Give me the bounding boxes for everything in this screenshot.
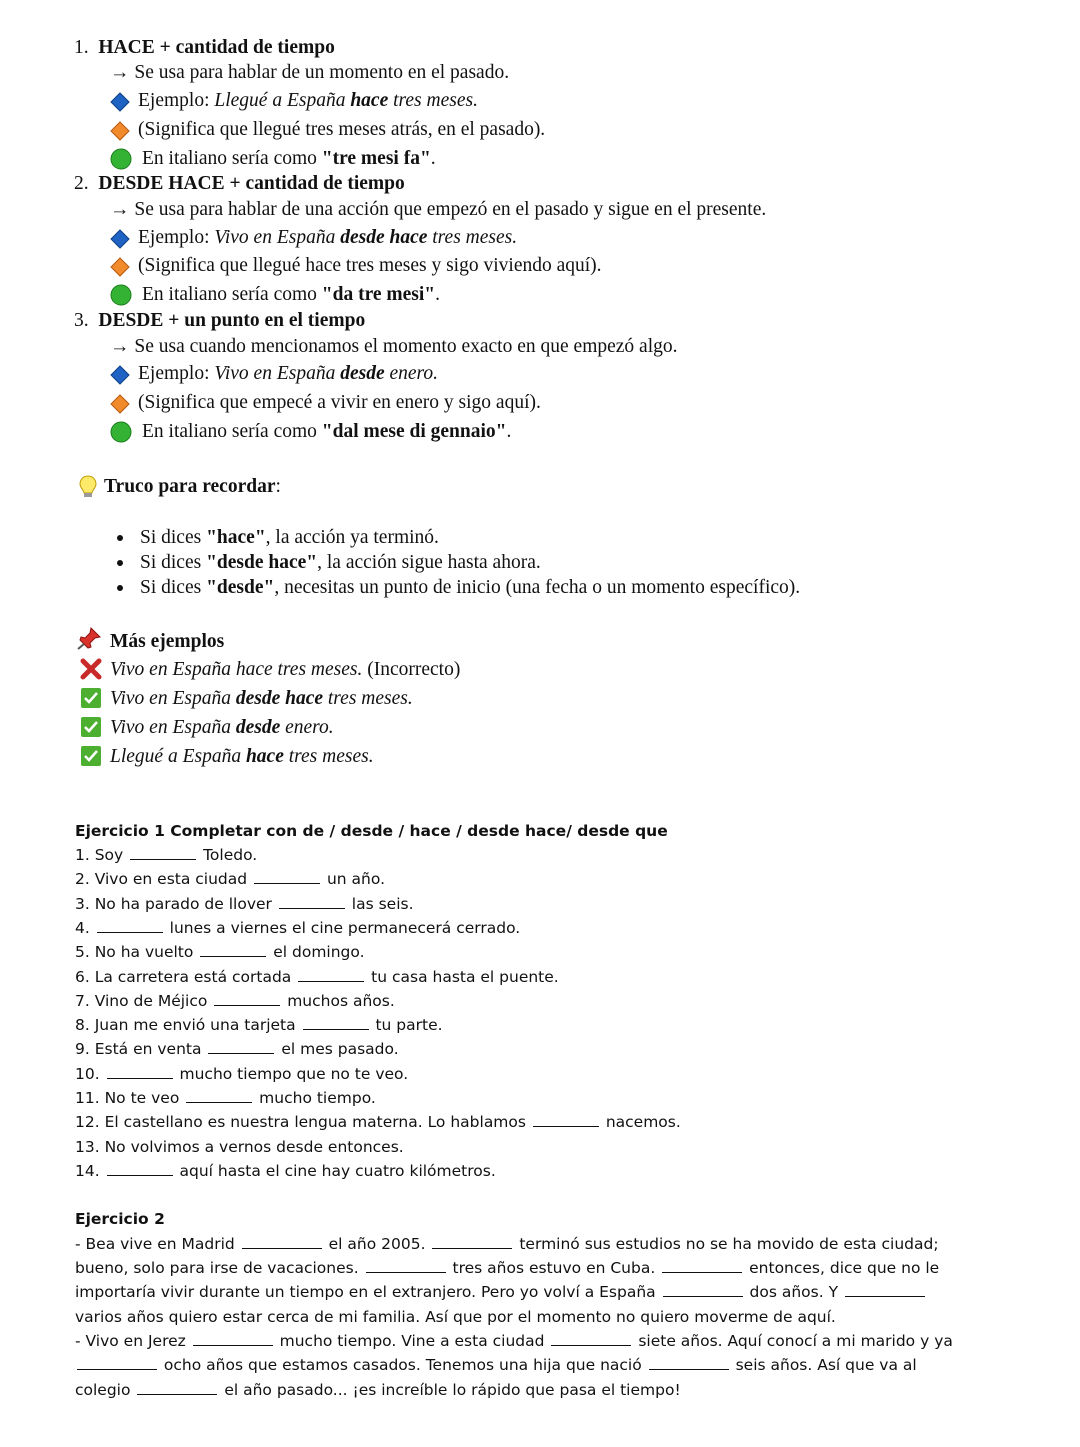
orange-diamond-icon [110, 394, 130, 414]
answer-blank[interactable] [107, 1161, 173, 1176]
trick-item: Si dices "desde", necesitas un punto de inicio (una fecha o un momento específico). [140, 577, 801, 598]
correct-example: Vivo en España desde hace tres meses. [110, 688, 413, 709]
exercise-1-item: 3. No ha parado de llover las seis. [75, 895, 414, 913]
answer-blank[interactable] [254, 869, 320, 884]
trick-item: Si dices "hace", la acción ya terminó. [140, 527, 439, 548]
exercise-1-item: 8. Juan me envió una tarjeta tu parte. [75, 1016, 443, 1034]
blue-diamond-icon [110, 365, 130, 385]
section-2-meaning: (Significa que llegué hace tres meses y sigo viviendo aquí). [138, 255, 602, 276]
section-3-example: Ejemplo: Vivo en España desde enero. [138, 363, 439, 384]
arrow-right-icon: → [110, 199, 130, 220]
answer-blank[interactable] [97, 918, 163, 933]
answer-blank[interactable] [432, 1234, 512, 1249]
arrow-right-icon: → [110, 62, 130, 83]
answer-blank[interactable] [242, 1234, 322, 1249]
exercise-1-item: 1. Soy Toledo. [75, 846, 258, 864]
exercise-1-item: 14. aquí hasta el cine hay cuatro kilómetros. [75, 1162, 496, 1180]
green-circle-icon [110, 148, 132, 170]
answer-blank[interactable] [137, 1380, 217, 1395]
exercise-1-item: 12. El castellano es nuestra lengua materna. Lo hablamos nacemos. [75, 1113, 681, 1131]
answer-blank[interactable] [107, 1064, 173, 1079]
exercise-1-item: 5. No ha vuelto el domingo. [75, 943, 365, 961]
exercise-2-line: - Bea vive en Madrid el año 2005. terminó sus estudios no se ha movido de esta ciudad; [75, 1235, 939, 1253]
answer-blank[interactable] [193, 1331, 273, 1346]
bullet-icon [117, 535, 123, 541]
trick-title: Truco para recordar: [104, 476, 281, 497]
green-circle-icon [110, 421, 132, 443]
section-1-example: Ejemplo: Llegué a España hace tres meses. [138, 90, 478, 111]
answer-blank[interactable] [130, 845, 196, 860]
exercise-1-item: 7. Vino de Méjico muchos años. [75, 992, 395, 1010]
section-1-heading: 1. HACE + cantidad de tiempo [74, 37, 335, 58]
blue-diamond-icon [110, 92, 130, 112]
arrow-right-icon: → [110, 336, 130, 357]
green-circle-icon [110, 284, 132, 306]
exercise-1-item: 10. mucho tiempo que no te veo. [75, 1065, 409, 1083]
check-box-icon [80, 687, 102, 709]
section-3-italian: En italiano sería como "dal mese di gennaio". [142, 421, 512, 442]
answer-blank[interactable] [845, 1282, 925, 1297]
orange-diamond-icon [110, 121, 130, 141]
section-3-heading: 3. DESDE + un punto en el tiempo [74, 310, 366, 331]
blue-diamond-icon [110, 229, 130, 249]
bullet-icon [117, 585, 123, 591]
light-bulb-icon [78, 474, 98, 500]
correct-example: Llegué a España hace tres meses. [110, 746, 374, 767]
exercise-1-item: 6. La carretera está cortada tu casa hasta el puente. [75, 968, 559, 986]
answer-blank[interactable] [186, 1088, 252, 1103]
section-3-usage: → Se usa cuando mencionamos el momento exacto en que empezó algo. [110, 336, 678, 357]
section-1-meaning: (Significa que llegué tres meses atrás, en el pasado). [138, 119, 546, 140]
trick-item: Si dices "desde hace", la acción sigue hasta ahora. [140, 552, 541, 573]
answer-blank[interactable] [208, 1039, 274, 1054]
answer-blank[interactable] [77, 1355, 157, 1370]
exercise-2-line: - Vivo en Jerez mucho tiempo. Vine a esta ciudad siete años. Aquí conocí a mi marido y ya [75, 1332, 953, 1350]
answer-blank[interactable] [200, 942, 266, 957]
section-1-italian: En italiano sería como "tre mesi fa". [142, 148, 436, 169]
answer-blank[interactable] [649, 1355, 729, 1370]
answer-blank[interactable] [298, 967, 364, 982]
bullet-icon [117, 560, 123, 566]
correct-example: Vivo en España desde enero. [110, 717, 334, 738]
exercise-1-item: 4. lunes a viernes el cine permanecerá cerrado. [75, 919, 521, 937]
answer-blank[interactable] [279, 894, 345, 909]
exercise-2-line: colegio el año pasado... ¡es increíble lo rápido que pasa el tiempo! [75, 1381, 681, 1399]
answer-blank[interactable] [303, 1015, 369, 1030]
answer-blank[interactable] [662, 1258, 742, 1273]
exercise-2-line: varios años quiero estar cerca de mi familia. Así que por el momento no quiero moverme de aquí. [75, 1308, 836, 1326]
cross-mark-icon [80, 658, 102, 680]
exercise-1-item: 11. No te veo mucho tiempo. [75, 1089, 376, 1107]
wrong-example: Vivo en España hace tres meses. (Incorrecto) [110, 659, 461, 680]
section-3-meaning: (Significa que empecé a vivir en enero y sigo aquí). [138, 392, 541, 413]
exercise-2-line: ocho años que estamos casados. Tenemos una hija que nació seis años. Así que va al [75, 1353, 917, 1377]
exercise-2-line: importaría vivir durante un tiempo en el extranjero. Pero yo volví a España dos años. Y [75, 1280, 927, 1304]
exercise-1-item: 9. Está en venta el mes pasado. [75, 1040, 399, 1058]
section-2-example: Ejemplo: Vivo en España desde hace tres meses. [138, 227, 518, 248]
exercise-1-item: 2. Vivo en esta ciudad un año. [75, 870, 385, 888]
answer-blank[interactable] [551, 1331, 631, 1346]
check-box-icon [80, 716, 102, 738]
exercise-1-title: Ejercicio 1 Completar con de / desde / hace / desde hace/ desde que [75, 822, 668, 840]
section-1-usage: → Se usa para hablar de un momento en el pasado. [110, 62, 510, 83]
pushpin-icon [76, 626, 102, 650]
answer-blank[interactable] [663, 1282, 743, 1297]
check-box-icon [80, 745, 102, 767]
orange-diamond-icon [110, 257, 130, 277]
section-2-italian: En italiano sería como "da tre mesi". [142, 284, 441, 305]
exercise-2-line: bueno, solo para irse de vacaciones. tres años estuvo en Cuba. entonces, dice que no le [75, 1259, 940, 1277]
answer-blank[interactable] [366, 1258, 446, 1273]
section-2-usage: → Se usa para hablar de una acción que empezó en el pasado y sigue en el presente. [110, 199, 767, 220]
answer-blank[interactable] [533, 1112, 599, 1127]
exercise-1-item: 13. No volvimos a vernos desde entonces. [75, 1138, 404, 1156]
section-2-heading: 2. DESDE HACE + cantidad de tiempo [74, 173, 405, 194]
answer-blank[interactable] [214, 991, 280, 1006]
exercise-2-title: Ejercicio 2 [75, 1210, 165, 1228]
more-examples-title: Más ejemplos [110, 631, 225, 652]
